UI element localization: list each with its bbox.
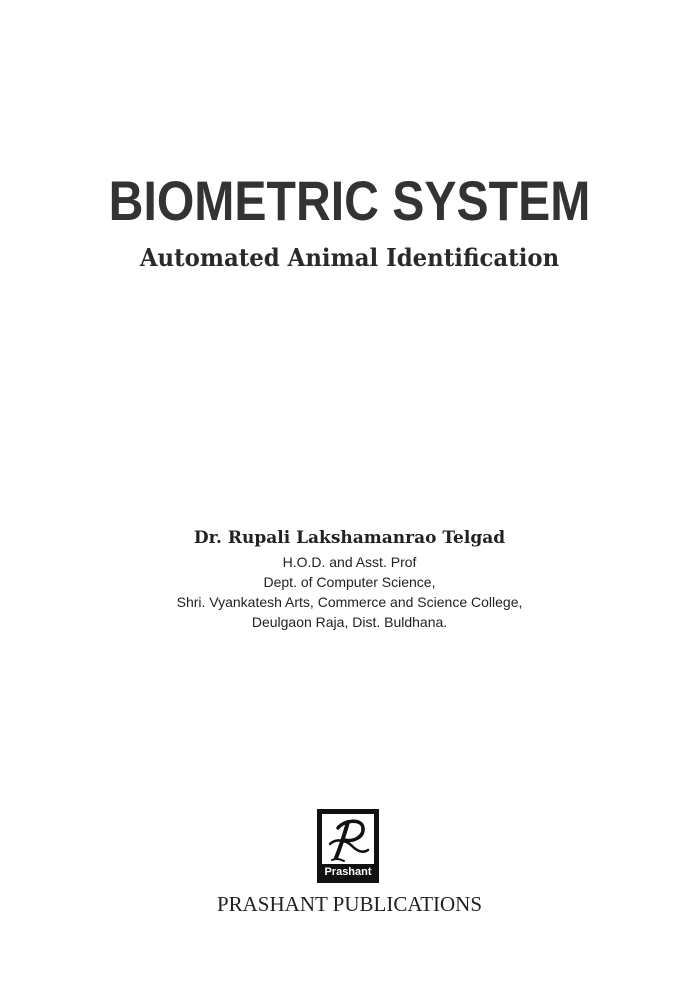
- author-college: Shri. Vyankatesh Arts, Commerce and Science College,: [176, 594, 523, 610]
- publisher-name: PRASHANT PUBLICATIONS: [216, 892, 483, 916]
- author-block: [0, 526, 699, 632]
- author-department: Dept. of Computer Science,: [263, 574, 436, 590]
- author-location: Deulgaon Raja, Dist. Buldhana.: [251, 614, 448, 630]
- logo-label: Prashant: [324, 866, 372, 878]
- author-designation: H.O.D. and Asst. Prof: [282, 554, 417, 570]
- logo-emblem: [322, 814, 374, 864]
- author-name: Dr. Rupali Lakshamanrao Telgad: [193, 528, 506, 548]
- book-subtitle: Automated Animal Identification: [139, 243, 560, 272]
- prashant-p-logo-icon: [317, 809, 379, 883]
- book-title: BIOMETRIC SYSTEM: [108, 169, 591, 232]
- p-glyph-icon: [322, 814, 374, 864]
